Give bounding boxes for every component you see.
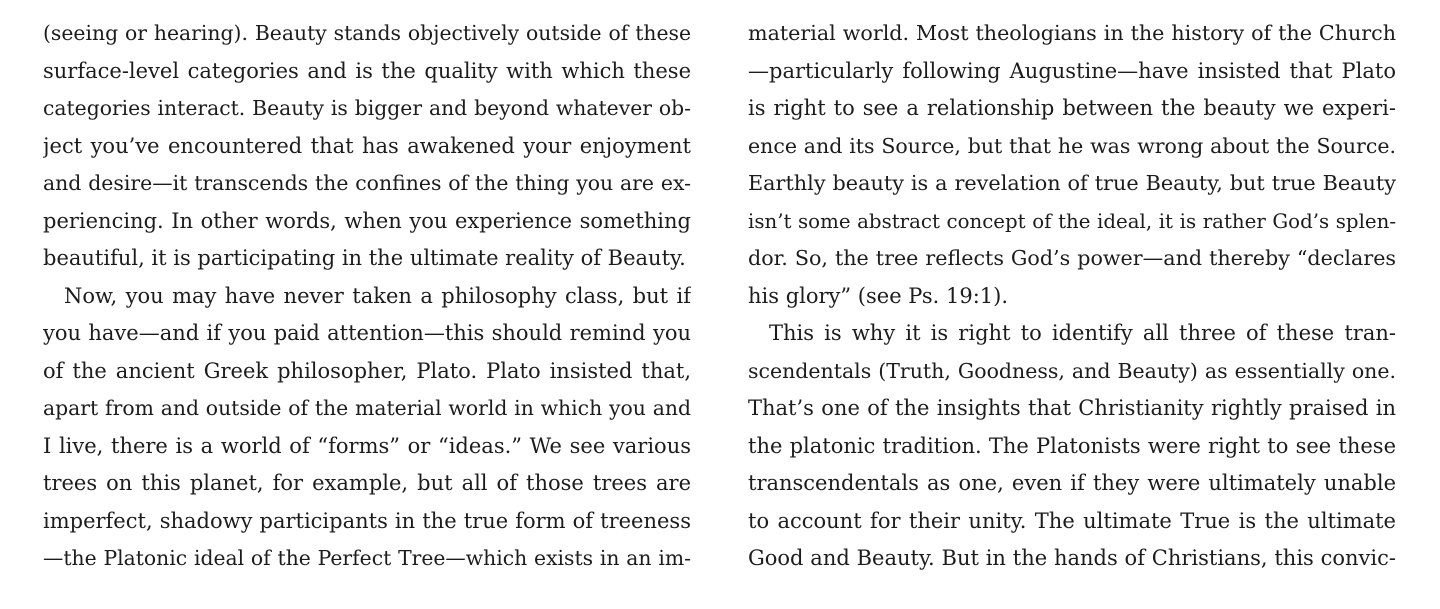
text-line: material world. Most theologians in the history of the Church: [748, 21, 1396, 45]
text-line: transcendentals as one, even if they were ultimately unable: [748, 471, 1396, 495]
text-line: imperfect, shadowy participants in the true form of treeness: [43, 508, 691, 533]
text-line: That’s one of the insights that Christianity rightly praised in: [748, 396, 1396, 420]
text-line: apart from and outside of the material world in which you and: [43, 396, 691, 420]
text-line: Now, you may have never taken a philosophy class, but if: [64, 283, 691, 308]
text-line: Earthly beauty is a revelation of true Beauty, but true Beauty: [748, 171, 1396, 195]
text-line: —particularly following Augustine—have insisted that Plato: [748, 58, 1396, 83]
text-line: you have—and if you paid attention—this should remind you: [43, 321, 691, 345]
text-line: surface-level categories and is the quality with which these: [43, 58, 691, 83]
text-line: isn’t some abstract concept of the ideal, it is rather God’s splen-: [748, 209, 1396, 233]
text-line: This is why it is right to identify all three of these tran-: [769, 321, 1396, 345]
text-line: Good and Beauty. But in the hands of Christians, this convic-: [748, 546, 1396, 570]
left-column: [43, 15, 691, 578]
text-line: I live, there is a world of “forms” or “ideas.” We see various: [43, 433, 691, 458]
text-line: to account for their unity. The ultimate True is the ultimate: [748, 508, 1396, 533]
text-line: scendentals (Truth, Goodness, and Beauty) as essentially one.: [748, 358, 1396, 383]
text-line: categories interact. Beauty is bigger and beyond whatever ob-: [43, 96, 691, 120]
text-line: beautiful, it is participating in the ultimate reality of Beauty.: [43, 246, 686, 270]
text-line: ence and its Source, but that he was wrong about the Source.: [748, 133, 1396, 158]
text-line: and desire—it transcends the confines of the thing you are ex-: [43, 171, 691, 195]
text-line: —the Platonic ideal of the Perfect Tree—which exists in an im-: [43, 546, 691, 570]
text-line: dor. So, the tree reflects God’s power—and thereby “declares: [748, 246, 1396, 270]
text-line: periencing. In other words, when you experience something: [43, 208, 691, 233]
text-line: of the ancient Greek philosopher, Plato. Plato insisted that,: [43, 358, 691, 383]
text-line: ject you’ve encountered that has awakened your enjoyment: [43, 133, 691, 158]
text-line: trees on this planet, for example, but all of those trees are: [43, 471, 691, 495]
text-line: his glory” (see Ps. 19:1).: [748, 283, 1009, 308]
text-line: the platonic tradition. The Platonists were right to see these: [748, 433, 1396, 458]
text-line: is right to see a relationship between the beauty we experi-: [748, 96, 1396, 120]
right-column: [748, 15, 1396, 578]
text-line: (seeing or hearing). Beauty stands objectively outside of these: [43, 21, 691, 45]
